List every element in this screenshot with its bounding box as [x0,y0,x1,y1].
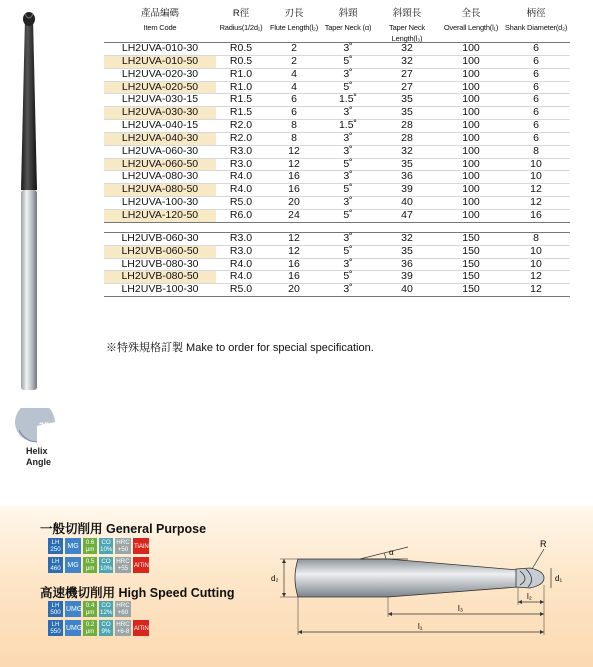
cell-flute-length: 16 [288,257,300,270]
table-header-zh [104,8,570,22]
grade-badge-text: UMG [66,624,83,632]
cell-taper-neck: 3˚ [343,170,353,183]
cell-taper-neck: 5˚ [343,270,353,283]
series-badge-text: 250 [50,546,61,553]
cell-flute-length: 12 [288,244,300,257]
cell-taper-neck-length: 40 [401,283,413,296]
cell-taper-neck: 3˚ [343,42,353,54]
cell-shank-diameter: 12 [530,283,542,296]
general-purpose-badges [48,538,149,576]
high-speed-title [40,583,234,601]
diagram-l3-label: l₃ [458,604,464,613]
table-row [104,145,570,158]
cell-radius: R1.0 [229,67,253,80]
cell-taper-neck: 5˚ [343,157,353,170]
cell-overall-length: 100 [462,54,480,67]
cell-flute-length: 20 [288,283,300,296]
cell-radius: R4.0 [229,270,253,283]
cell-radius: R5.0 [229,196,253,209]
cell-taper-neck-length: 35 [401,93,413,106]
cobalt-badge-text: 9% [101,628,111,635]
grain-size-badge-text: μm [85,546,95,553]
cell-overall-length: 100 [462,196,480,209]
cell-item-code: LH2UVA-080-30 [104,171,216,183]
cell-flute-length: 20 [288,196,300,209]
grain-size-badge-text: 0.4 [85,602,95,609]
cell-shank-diameter: 6 [533,80,539,93]
cell-flute-length: 24 [288,208,300,221]
cell-radius: R2.0 [229,119,253,132]
cell-overall-length: 100 [462,93,480,106]
cell-overall-length: 150 [462,257,480,270]
cell-overall-length: 100 [462,131,480,144]
cell-taper-neck-length: 27 [401,80,413,93]
table-row [104,209,570,223]
cell-taper-neck: 3˚ [343,144,353,157]
cell-flute-length: 2 [291,42,297,54]
high-speed-title-en: High Speed Cutting [118,586,235,600]
cell-shank-diameter: 16 [530,208,542,221]
cell-item-code: LH2UVB-060-30 [104,233,216,245]
header-flute-length-zh: 刃長 [284,8,304,19]
header-taper-neck-zh: 斜頸 [338,8,358,19]
grain-size-badge-text: 0.6 [85,539,95,546]
cell-item-code: LH2UVA-060-30 [104,146,216,158]
series-badge [48,620,63,636]
table-row [104,68,570,81]
cell-shank-diameter: 6 [533,54,539,67]
cell-flute-length: 16 [288,270,300,283]
grain-size-badge [83,557,97,573]
grade-badge-text: MG [67,542,79,550]
cell-radius: R2.0 [229,131,253,144]
table-row [104,119,570,132]
helix-angle-value: 35° [39,421,53,431]
cell-flute-length: 6 [291,93,297,106]
cell-item-code: LH2UVA-040-30 [104,133,216,145]
header-taper-neck-length-zh: 斜頸長 [392,8,422,19]
header-shank-diameter-en: Shank Diameter(d₂) [504,23,568,32]
cell-overall-length: 100 [462,144,480,157]
cell-item-code: LH2UVA-080-50 [104,184,216,196]
high-speed-title-zh: 高速機切削用 [40,586,116,600]
table-row [104,270,570,283]
tool-dimension-diagram [268,527,586,661]
cell-taper-neck: 1.5˚ [338,119,358,132]
series-badge [48,557,63,573]
cell-overall-length: 150 [462,244,480,257]
cell-shank-diameter: 10 [530,170,542,183]
cobalt-badge-text: 10% [100,565,113,572]
table-group-a [104,42,570,223]
cell-flute-length: 2 [291,54,297,67]
series-badge-text: LH [51,602,60,609]
cell-radius: R0.5 [229,42,253,54]
series-badge [48,538,63,554]
end-mill-tool-image [14,10,44,395]
hardness-badge-text: +55 [117,565,129,572]
table-row [104,132,570,145]
grain-size-badge [83,620,97,636]
table-row [104,81,570,94]
cell-overall-length: 150 [462,270,480,283]
cell-overall-length: 100 [462,42,480,54]
cell-item-code: LH2UVA-040-15 [104,120,216,132]
cell-shank-diameter: 12 [530,196,542,209]
cell-taper-neck-length: 35 [401,157,413,170]
cobalt-badge [99,620,113,636]
cell-flute-length: 8 [291,131,297,144]
coating-badge [133,538,149,554]
cell-item-code: LH2UVB-080-50 [104,271,216,283]
cobalt-badge [99,601,113,617]
cell-shank-diameter: 12 [530,270,542,283]
grade-badge-text: UMG [66,605,83,613]
cell-overall-length: 100 [462,67,480,80]
cell-overall-length: 100 [462,170,480,183]
diagram-alpha-label: α [389,547,394,557]
header-radius-en: Radius(1/2d₁) [219,23,263,32]
hardness-badge-text: HRC [116,621,130,628]
cobalt-badge-text: 12% [100,609,113,616]
helix-label-line1: Helix [26,446,48,456]
cell-radius: R4.0 [229,183,253,196]
cell-overall-length: 150 [462,231,480,244]
cell-shank-diameter: 6 [533,67,539,80]
cell-radius: R4.0 [229,170,253,183]
cell-radius: R1.0 [229,80,253,93]
grade-badge [65,557,81,573]
grade-badge [65,538,81,554]
cell-shank-diameter: 10 [530,157,542,170]
cell-item-code: LH2UVB-080-30 [104,259,216,271]
cell-overall-length: 100 [462,157,480,170]
table-group-b [104,232,570,297]
cell-taper-neck-length: 32 [401,54,413,67]
cell-radius: R3.0 [229,231,253,244]
cell-radius: R3.0 [229,157,253,170]
badge-row [48,620,149,636]
cell-shank-diameter: 10 [530,257,542,270]
general-purpose-title-en: General Purpose [106,522,207,536]
header-radius-zh: R徑 [232,8,250,19]
series-badge-text: 460 [50,565,61,572]
hardness-badge-text: +60 [117,609,129,616]
grain-size-badge [83,601,97,617]
table-row [104,183,570,196]
cell-flute-length: 12 [288,144,300,157]
hardness-badge [115,538,131,554]
cobalt-badge-text: CO [101,558,111,565]
cobalt-badge-text: 10% [100,546,113,553]
cell-overall-length: 100 [462,183,480,196]
coating-badge-text: AlTiN [134,624,149,632]
cell-flute-length: 16 [288,183,300,196]
diagram-d1-label: d₁ [555,574,563,583]
cell-shank-diameter: 10 [530,244,542,257]
helix-angle-icon [15,408,59,444]
cell-radius: R0.5 [229,54,253,67]
cobalt-badge-text: CO [101,539,111,546]
cell-taper-neck-length: 32 [401,231,413,244]
cell-item-code: LH2UVA-030-30 [104,107,216,119]
header-item-code-en: Item Code [143,23,177,32]
cell-overall-length: 150 [462,283,480,296]
grain-size-badge-text: μm [85,565,95,572]
cell-taper-neck: 5˚ [343,183,353,196]
general-purpose-title-zh: 一般切削用 [40,522,103,536]
cell-taper-neck-length: 32 [401,144,413,157]
cell-taper-neck: 3˚ [343,131,353,144]
hardness-badge [115,620,131,636]
grade-badge [65,601,81,617]
table-row [104,106,570,119]
header-taper-neck-en: Taper Neck (α) [324,23,372,32]
cell-taper-neck-length: 32 [401,42,413,54]
cell-item-code: LH2UVB-060-50 [104,246,216,258]
table-row [104,196,570,209]
cell-item-code: LH2UVA-060-50 [104,159,216,171]
grain-size-badge-text: μm [85,609,95,616]
cell-taper-neck-length: 35 [401,106,413,119]
table-row [104,93,570,106]
cell-shank-diameter: 8 [533,144,539,157]
high-speed-badges [48,601,149,639]
series-badge-text: 500 [50,609,61,616]
coating-badge [133,620,149,636]
series-badge-text: LH [51,539,60,546]
series-badge-text: LH [51,558,60,565]
header-taper-neck-length-en: Taper Neck Length(l₃) [389,23,425,43]
cell-radius: R1.5 [229,93,253,106]
cell-taper-neck-length: 28 [401,119,413,132]
grain-size-badge-text: 0.5 [85,558,95,565]
header-flute-length-en: Flute Length(l₂) [269,23,319,32]
badge-row [48,557,149,573]
table-row [104,158,570,171]
header-overall-length-en: Overall Length(l₁) [443,23,499,32]
cell-radius: R3.0 [229,244,253,257]
coating-badge-text: AlTiN [134,561,149,569]
hardness-badge-text: HRC [116,558,130,565]
cell-item-code: LH2UVA-020-30 [104,69,216,81]
cell-radius: R6.0 [229,208,253,221]
badge-row [48,601,149,617]
table-row [104,232,570,245]
cell-flute-length: 4 [291,67,297,80]
grain-size-badge-text: μm [85,628,95,635]
cell-shank-diameter: 6 [533,119,539,132]
cell-shank-diameter: 8 [533,231,539,244]
cell-taper-neck-length: 36 [401,170,413,183]
cell-flute-length: 12 [288,157,300,170]
helix-label-line2: Angle [26,457,52,467]
hardness-badge [115,557,131,573]
header-item-code-zh: 產品編碼 [140,8,179,19]
cell-taper-neck-length: 39 [401,183,413,196]
cell-overall-length: 100 [462,106,480,119]
cell-item-code: LH2UVB-100-30 [104,284,216,296]
diagram-l2-label: l₂ [527,592,532,601]
cell-taper-neck: 3˚ [343,106,353,119]
hardness-badge-text: HRC [116,539,130,546]
table-row [104,258,570,271]
cell-taper-neck: 3˚ [343,231,353,244]
grain-size-badge-text: 0.2 [85,621,95,628]
cell-flute-length: 8 [291,119,297,132]
diagram-l1-label: l₁ [418,622,423,631]
helix-angle-label [26,446,51,468]
grade-badge-text: MG [67,561,79,569]
cell-taper-neck-length: 47 [401,208,413,221]
cell-taper-neck: 3˚ [343,257,353,270]
cell-flute-length: 6 [291,106,297,119]
cell-taper-neck-length: 35 [401,244,413,257]
diagram-r-label: R [540,539,547,549]
special-order-note: ※特殊規格訂製 Make to order for special specification. [106,342,374,354]
cell-radius: R3.0 [229,144,253,157]
badge-row [48,538,149,554]
cell-shank-diameter: 12 [530,183,542,196]
cell-overall-length: 100 [462,80,480,93]
cell-taper-neck-length: 40 [401,196,413,209]
cell-item-code: LH2UVA-100-30 [104,197,216,209]
cell-taper-neck: 3˚ [343,196,353,209]
cell-taper-neck: 3˚ [343,67,353,80]
cobalt-badge [99,557,113,573]
cell-shank-diameter: 6 [533,42,539,54]
cell-taper-neck: 1.5˚ [338,93,358,106]
cell-item-code: LH2UVA-010-50 [104,56,216,68]
cell-radius: R4.0 [229,257,253,270]
cell-taper-neck: 5˚ [343,80,353,93]
cell-shank-diameter: 6 [533,93,539,106]
header-shank-diameter-zh: 柄徑 [526,8,546,19]
header-overall-length-zh: 全長 [461,8,481,19]
table-row [104,42,570,55]
cobalt-badge [99,538,113,554]
coating-badge [133,557,149,573]
cell-item-code: LH2UVA-020-50 [104,82,216,94]
cell-taper-neck: 5˚ [343,54,353,67]
coating-badge-text: TiAlN [134,542,149,550]
cell-flute-length: 16 [288,170,300,183]
cell-item-code: LH2UVA-030-15 [104,94,216,106]
table-row [104,170,570,183]
cell-taper-neck: 5˚ [343,244,353,257]
hardness-badge-text: HRC [116,602,130,609]
cell-overall-length: 100 [462,119,480,132]
diagram-d2-label: d₂ [271,574,279,583]
cell-item-code: LH2UVA-120-50 [104,210,216,222]
series-badge-text: 550 [50,628,61,635]
hardness-badge-text: +50 [117,546,129,553]
cell-taper-neck-length: 27 [401,67,413,80]
cell-taper-neck: 5˚ [343,208,353,221]
hardness-badge [115,601,131,617]
series-badge [48,601,63,617]
cell-radius: R5.0 [229,283,253,296]
cell-shank-diameter: 6 [533,106,539,119]
table-row [104,245,570,258]
cobalt-badge-text: CO [101,602,111,609]
cell-flute-length: 4 [291,80,297,93]
table-row [104,283,570,297]
cell-taper-neck-length: 28 [401,131,413,144]
table-header-en [104,22,570,42]
general-purpose-title [40,519,206,537]
grain-size-badge [83,538,97,554]
cell-overall-length: 100 [462,208,480,221]
cell-taper-neck-length: 36 [401,257,413,270]
cell-flute-length: 12 [288,231,300,244]
table-row [104,55,570,68]
series-badge-text: LH [51,621,60,628]
cobalt-badge-text: CO [101,621,111,628]
cell-taper-neck: 3˚ [343,283,353,296]
cell-shank-diameter: 6 [533,131,539,144]
grade-badge [65,620,81,636]
spec-table [104,8,570,297]
hardness-badge-text: +6-8 [116,628,130,635]
cell-item-code: LH2UVA-010-30 [104,43,216,55]
cell-taper-neck-length: 39 [401,270,413,283]
cell-radius: R1.5 [229,106,253,119]
